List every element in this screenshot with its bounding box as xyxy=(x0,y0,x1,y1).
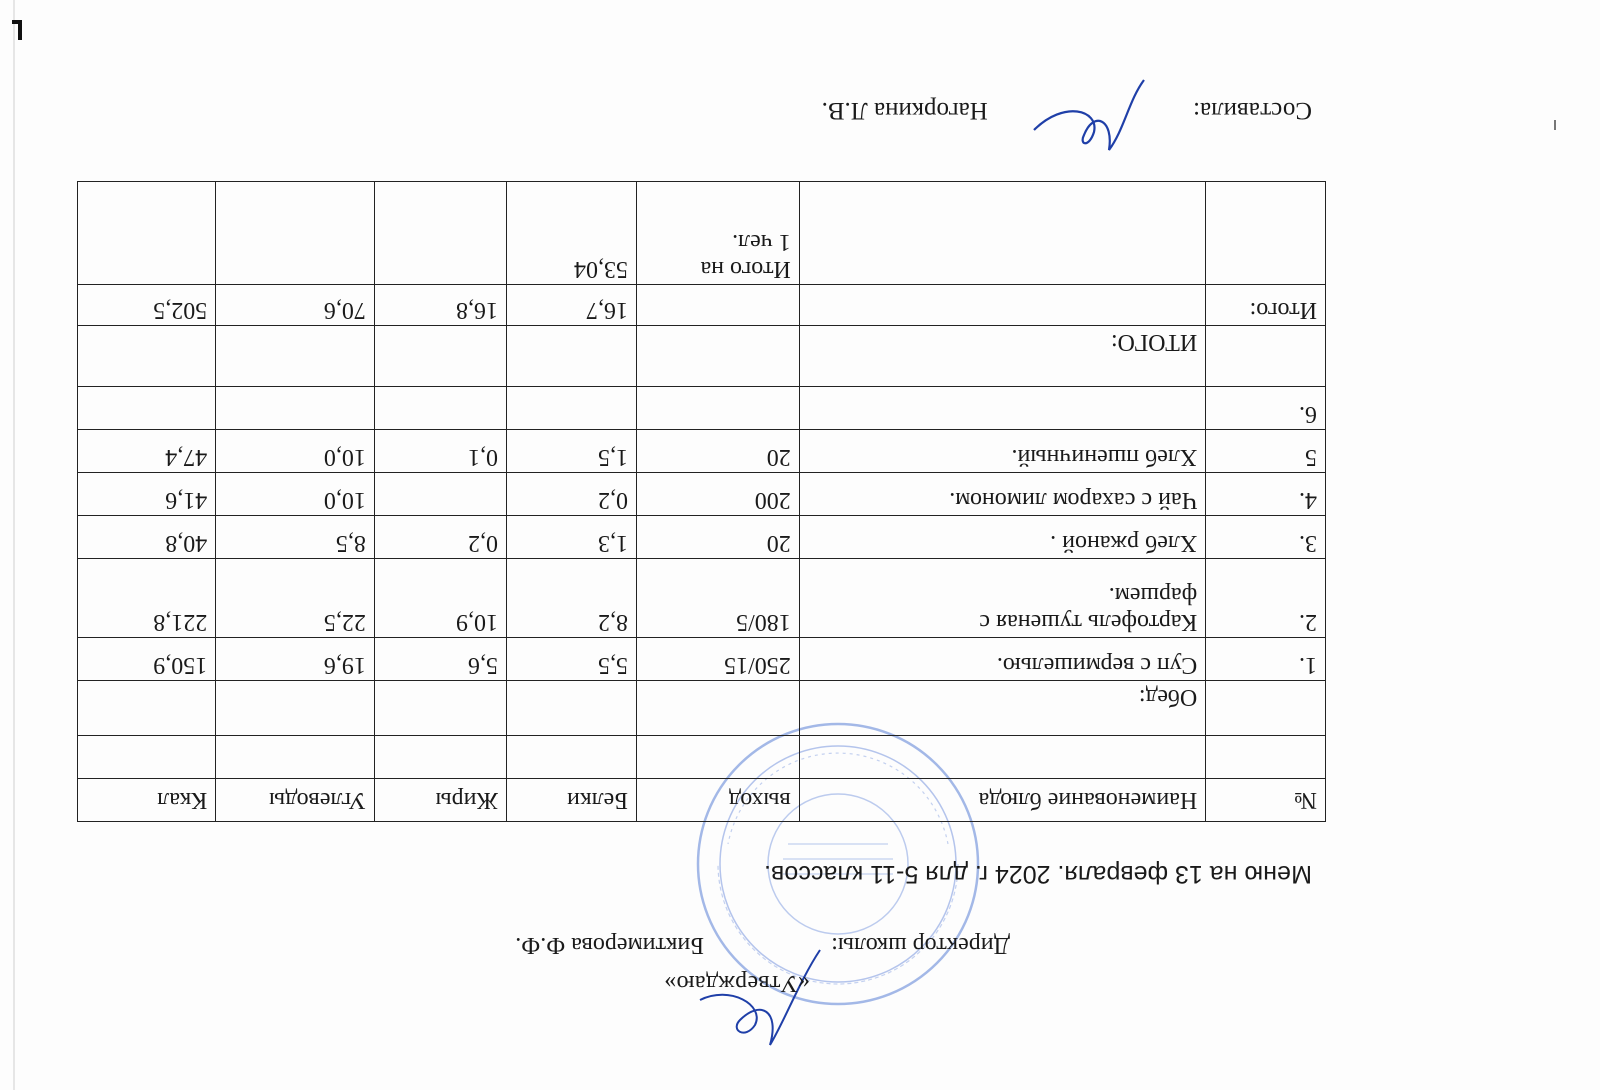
per-person-value: 53,04 xyxy=(506,182,636,285)
compiled-by-line xyxy=(822,96,1312,124)
total-kcal: 502,5 xyxy=(78,285,216,326)
cell-fat: 5,6 xyxy=(374,638,506,681)
cell-fat: 10,9 xyxy=(374,559,506,638)
cell-output: 20 xyxy=(637,516,800,559)
total-row xyxy=(78,285,1326,326)
cell-kcal xyxy=(78,387,216,430)
section-row-lunch xyxy=(78,681,1326,736)
cell-output: 20 xyxy=(637,430,800,473)
cell-carbs: 10,0 xyxy=(216,473,375,516)
director-label: Директор школы: xyxy=(831,932,1010,958)
cell-protein: 5,5 xyxy=(506,638,636,681)
cell-kcal: 221,8 xyxy=(78,559,216,638)
cell-kcal: 47,4 xyxy=(78,430,216,473)
compiled-name: Нагоркина Л.В. xyxy=(821,97,988,124)
cell-fat: 0,1 xyxy=(374,430,506,473)
cell-output: 200 xyxy=(637,473,800,516)
scan-corner-mark xyxy=(12,20,22,40)
cell-dish-name xyxy=(799,387,1205,430)
cell-carbs xyxy=(216,387,375,430)
cell-protein: 1,5 xyxy=(506,430,636,473)
col-header-number: № xyxy=(1206,779,1326,822)
cell-carbs: 10,0 xyxy=(216,430,375,473)
director-line xyxy=(515,931,1010,958)
per-person-label-line-1: Итого на xyxy=(700,256,791,282)
cell-number: 4. xyxy=(1206,473,1326,516)
table-header-row xyxy=(78,779,1326,822)
total-label: Итого: xyxy=(1206,285,1326,326)
dish-name-line-2: фаршем. xyxy=(1108,582,1198,608)
col-header-fat: Жиры xyxy=(374,779,506,822)
cell-protein: 0,2 xyxy=(506,473,636,516)
col-header-output: выход xyxy=(637,779,800,822)
cell-output: 180/5 xyxy=(637,559,800,638)
cell-output xyxy=(637,387,800,430)
per-person-label xyxy=(637,182,800,285)
cell-kcal: 41,6 xyxy=(78,473,216,516)
dish-name-line-1: Картофель тушеная с xyxy=(979,609,1198,635)
col-header-dish-name: Наименование блюда xyxy=(799,779,1205,822)
scan-edge-line xyxy=(13,0,15,1090)
cell-kcal: 40,8 xyxy=(78,516,216,559)
menu-title: Меню на 13 февраля. 2024 г. для 5-11 классов. xyxy=(764,860,1312,888)
cell-dish-name: Чай с сахаром лимоном. xyxy=(799,473,1205,516)
scan-mark xyxy=(1554,120,1556,130)
cell-number: 1. xyxy=(1206,638,1326,681)
table-row xyxy=(78,516,1326,559)
cell-fat: 0,2 xyxy=(374,516,506,559)
section-label-lunch: Обед: xyxy=(799,681,1205,736)
cell-dish-name: Хлеб пшеничный. xyxy=(799,430,1205,473)
total-protein: 16,7 xyxy=(506,285,636,326)
total-carbs: 70,6 xyxy=(216,285,375,326)
total-fat: 16,8 xyxy=(374,285,506,326)
cell-protein xyxy=(506,387,636,430)
col-header-protein: Белки xyxy=(506,779,636,822)
cell-protein: 8,2 xyxy=(506,559,636,638)
table-row xyxy=(78,387,1326,430)
cell-protein: 1,3 xyxy=(506,516,636,559)
menu-table xyxy=(77,181,1326,822)
cell-output: 250/15 xyxy=(637,638,800,681)
compiled-label: Составила: xyxy=(1193,97,1312,124)
itogo-caps-label: ИТОГО: xyxy=(799,326,1205,387)
table-row xyxy=(78,430,1326,473)
director-name: Биктимерова Ф.Ф. xyxy=(515,932,704,958)
approval-heading: «Утверждаю» xyxy=(664,970,810,996)
cell-carbs: 22,5 xyxy=(216,559,375,638)
cell-kcal: 150,9 xyxy=(78,638,216,681)
cell-number: 2. xyxy=(1206,559,1326,638)
table-row xyxy=(78,473,1326,516)
per-person-label-line-2: 1 чел. xyxy=(732,229,791,255)
itogo-caps-row xyxy=(78,326,1326,387)
cell-fat xyxy=(374,387,506,430)
table-row xyxy=(78,638,1326,681)
cell-fat xyxy=(374,473,506,516)
col-header-carbs: Углеводы xyxy=(216,779,375,822)
blank-row xyxy=(78,736,1326,779)
cell-carbs: 19,6 xyxy=(216,638,375,681)
table-row xyxy=(78,559,1326,638)
per-person-row xyxy=(78,182,1326,285)
col-header-kcal: Ккал xyxy=(78,779,216,822)
cell-dish-name: Хлеб ржаной . xyxy=(799,516,1205,559)
cell-carbs: 8,5 xyxy=(216,516,375,559)
cell-dish-name xyxy=(799,559,1205,638)
director-signature xyxy=(680,940,840,1060)
cell-number: 3. xyxy=(1206,516,1326,559)
cell-dish-name: Суп с вермишелью. xyxy=(799,638,1205,681)
cell-number: 6. xyxy=(1206,387,1326,430)
cell-number: 5 xyxy=(1206,430,1326,473)
